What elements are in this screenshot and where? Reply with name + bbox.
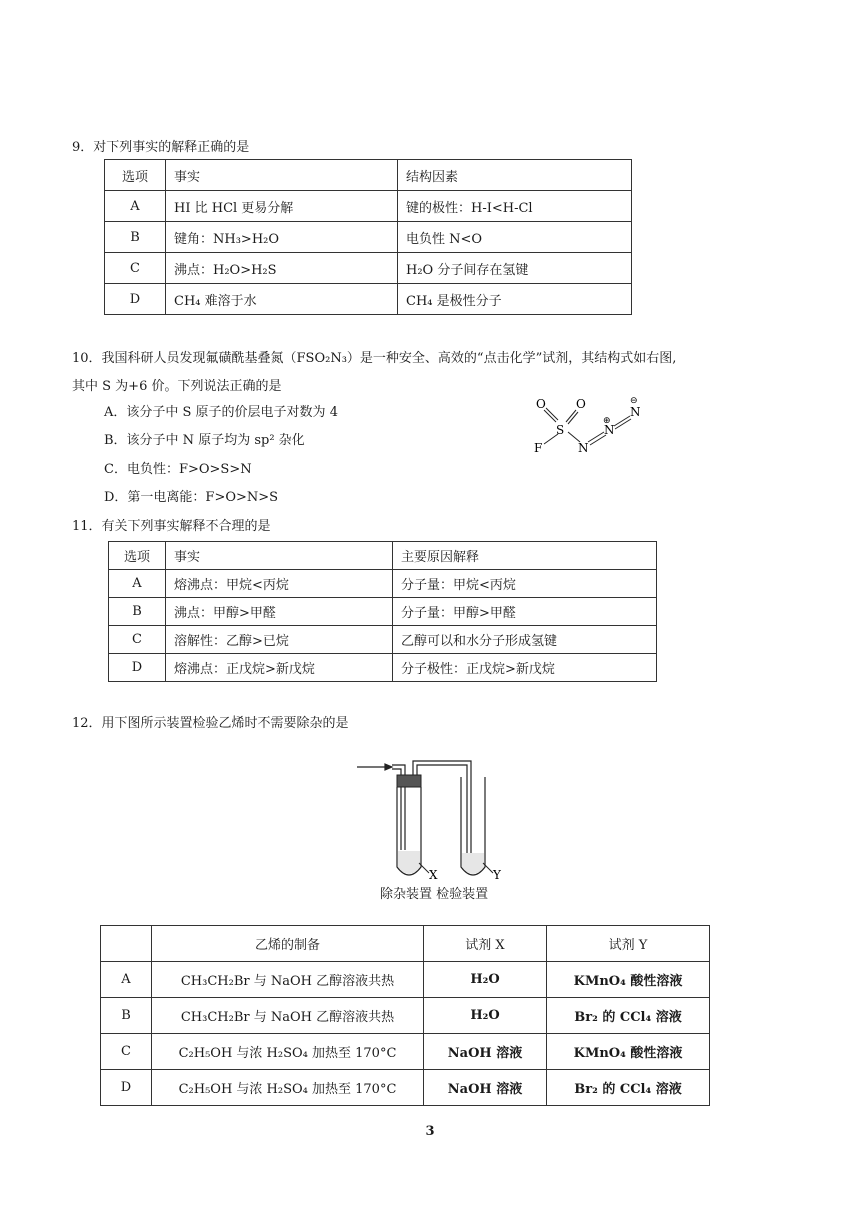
table-row	[109, 654, 657, 682]
table-header-cell: 事实	[166, 160, 398, 191]
table-cell: HI 比 HCl 更易分解	[166, 191, 398, 222]
table-header-cell: 乙烯的制备	[152, 926, 424, 962]
table-row	[105, 284, 632, 315]
atom-label: S	[556, 423, 565, 437]
table-cell: D	[101, 1070, 152, 1106]
q10-option-b: B．该分子中 N 原子均为 sp² 杂化	[104, 433, 305, 448]
q9-table	[104, 159, 632, 315]
rubber-stopper	[397, 775, 421, 787]
table-cell: B	[105, 222, 166, 253]
table-cell: Br₂ 的 CCl₄ 溶液	[547, 1070, 710, 1106]
table-row	[105, 253, 632, 284]
table-row	[105, 191, 632, 222]
reagent-y	[462, 853, 484, 874]
label-y: Y	[493, 868, 501, 882]
apparatus-caption: 除杂装置 检验装置	[380, 887, 489, 902]
table-cell: C	[105, 253, 166, 284]
q10-stem-line2: 其中 S 为+6 价。下列说法正确的是	[72, 379, 282, 394]
table-row	[109, 598, 657, 626]
table-cell: NaOH 溶液	[424, 1034, 547, 1070]
table-row	[105, 222, 632, 253]
table-cell: C₂H₅OH 与浓 H₂SO₄ 加热至 170°C	[152, 1034, 424, 1070]
table-header-cell: 试剂 X	[424, 926, 547, 962]
table-cell: 熔沸点：甲烷<丙烷	[166, 570, 393, 598]
reagent-x	[398, 851, 420, 874]
table-cell: CH₄ 是极性分子	[398, 284, 632, 315]
q10-option-d: D．第一电离能：F>O>N>S	[104, 490, 279, 505]
table-row	[101, 1034, 710, 1070]
label-x: X	[429, 868, 438, 882]
table-cell: KMnO₄ 酸性溶液	[547, 962, 710, 998]
table-cell: 熔沸点：正戊烷>新戊烷	[166, 654, 393, 682]
table-cell: 键的极性：H-I<H-Cl	[398, 191, 632, 222]
table-header-cell: 主要原因解释	[393, 542, 657, 570]
table-cell: CH₄ 难溶于水	[166, 284, 398, 315]
table-cell: Br₂ 的 CCl₄ 溶液	[547, 998, 710, 1034]
table-cell: C	[109, 626, 166, 654]
charge-label: ⊖	[630, 396, 638, 406]
table-cell: A	[105, 191, 166, 222]
table-cell: A	[109, 570, 166, 598]
table-cell: 乙醇可以和水分子形成氢键	[393, 626, 657, 654]
page-number: 3	[425, 1124, 435, 1139]
table-cell: C	[101, 1034, 152, 1070]
table-row	[101, 962, 710, 998]
q9-stem: 9．对下列事实的解释正确的是	[72, 140, 250, 155]
table-header-cell: 结构因素	[398, 160, 632, 191]
table-cell: 溶解性：乙醇>已烷	[166, 626, 393, 654]
table-cell: 电负性 N<O	[398, 222, 632, 253]
table-cell: 分子量：甲烷<丙烷	[393, 570, 657, 598]
table-row	[109, 626, 657, 654]
table-row	[101, 998, 710, 1034]
q10-stem-line1: 10．我国科研人员发现氟磺酰基叠氮（FSO₂N₃）是一种安全、高效的“点击化学”试剂，其结构式如右图,	[72, 351, 677, 366]
table-cell: NaOH 溶液	[424, 1070, 547, 1106]
table-cell: 沸点：H₂O>H₂S	[166, 253, 398, 284]
q11-stem: 11．有关下列事实解释不合理的是	[72, 519, 271, 534]
q10-option-a: A．该分子中 S 原子的价层电子对数为 4	[104, 405, 338, 420]
atom-label: F	[534, 441, 543, 454]
table-header-cell: 选项	[109, 542, 166, 570]
q12-stem: 12．用下图所示装置检验乙烯时不需要除杂的是	[72, 716, 349, 731]
table-row	[109, 542, 657, 570]
table-cell: CH₃CH₂Br 与 NaOH 乙醇溶液共热	[152, 998, 424, 1034]
atom-label: O	[576, 397, 586, 411]
table-row	[101, 1070, 710, 1106]
table-cell: A	[101, 962, 152, 998]
fso2n3-structure-diagram	[530, 392, 660, 454]
table-row	[105, 160, 632, 191]
table-cell: KMnO₄ 酸性溶液	[547, 1034, 710, 1070]
table-row	[109, 570, 657, 598]
table-header-cell: 事实	[166, 542, 393, 570]
table-cell: H₂O	[424, 962, 547, 998]
table-cell: 键角：NH₃>H₂O	[166, 222, 398, 253]
table-cell: C₂H₅OH 与浓 H₂SO₄ 加热至 170°C	[152, 1070, 424, 1106]
table-cell: CH₃CH₂Br 与 NaOH 乙醇溶液共热	[152, 962, 424, 998]
table-cell: 分子极性：正戊烷>新戊烷	[393, 654, 657, 682]
table-cell: D	[105, 284, 166, 315]
table-header-cell: 试剂 Y	[547, 926, 710, 962]
table-cell: 分子量：甲醇>甲醛	[393, 598, 657, 626]
charge-label: ⊕	[603, 416, 611, 426]
table-cell: D	[109, 654, 166, 682]
atom-label: O	[536, 397, 546, 411]
q12-table	[100, 925, 710, 1106]
atom-label: N	[604, 423, 615, 437]
q10-option-c: C．电负性：F>O>S>N	[104, 462, 252, 477]
atom-label: N	[630, 405, 641, 419]
table-cell: H₂O	[424, 998, 547, 1034]
table-cell: B	[109, 598, 166, 626]
table-cell: 沸点：甲醇>甲醛	[166, 598, 393, 626]
table-row	[101, 926, 710, 962]
table-cell: B	[101, 998, 152, 1034]
atom-label: N	[578, 441, 589, 454]
table-header-cell	[101, 926, 152, 962]
q11-table	[108, 541, 657, 682]
table-cell: H₂O 分子间存在氢键	[398, 253, 632, 284]
table-header-cell: 选项	[105, 160, 166, 191]
